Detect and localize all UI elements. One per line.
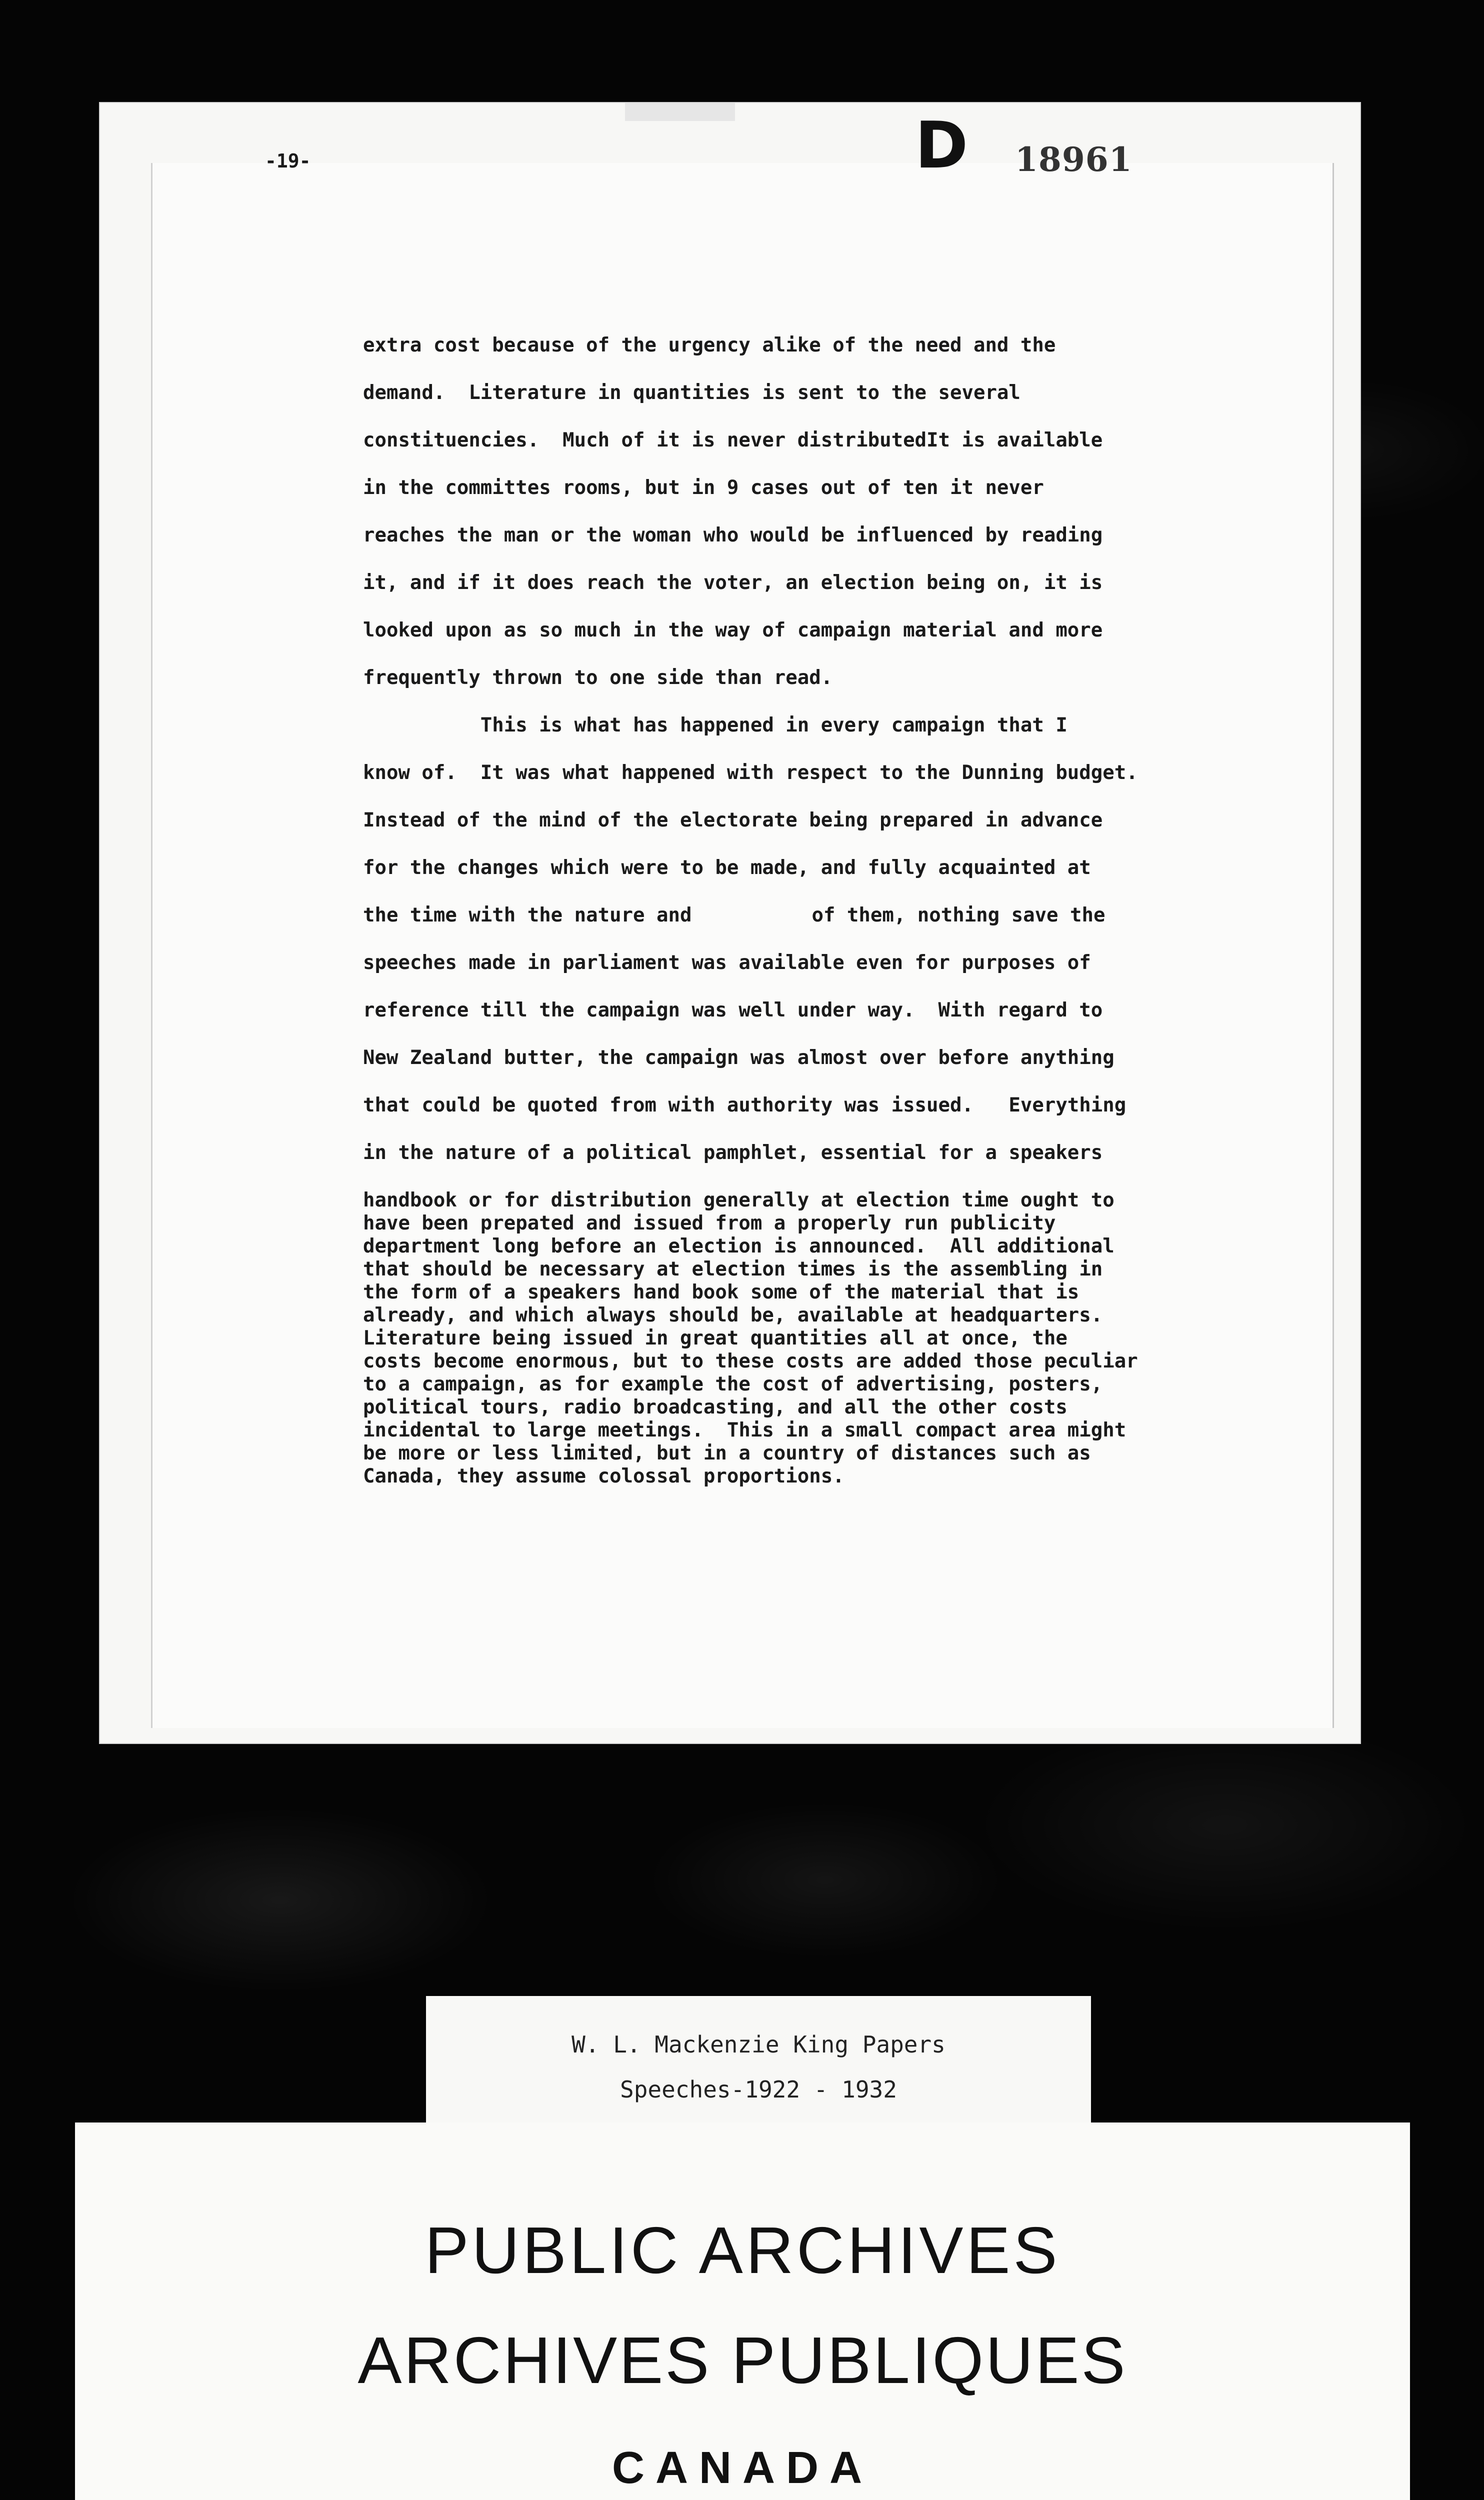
stamp-letter: D [915,108,968,183]
text-line: political tours, radio broadcasting, and all the other costs [363,1396,1068,1418]
text-line: Canada, they assume colossal proportions. [363,1465,844,1488]
stamp-number: 18961 [1015,140,1132,179]
collection-series: Speeches-1922 - 1932 [620,2076,897,2103]
text-line-with-gap [363,904,1105,926]
archives-title-fr: ARCHIVES PUBLIQUES [358,2324,1128,2397]
text-line: This is what has happened in every campaign that I [363,714,1068,736]
text-line: incidental to large meetings. This in a small compact area might [363,1419,1126,1442]
text-fragment: of them, nothing save the [812,904,1106,926]
text-line: that could be quoted from with authority was issued. Everything [363,1094,1126,1116]
text-line: in the committes rooms, but in 9 cases out of ten it never [363,476,1044,499]
text-line: Literature being issued in great quantities all at once, the [363,1327,1068,1350]
collection-label [426,1996,1091,2138]
text-line: to a campaign, as for example the cost of advertising, posters, [363,1373,1103,1396]
text-line: know of. It was what happened with respect to the Dunning budget. [363,762,1138,784]
sheet-tab [625,103,735,121]
text-line: have been prepated and issued from a properly run publicity [363,1212,1056,1234]
text-line: already, and which always should be, available at headquarters. [363,1304,1103,1326]
text-line: constituencies. Much of it is never distributedIt is available [363,429,1103,452]
text-line: speeches made in parliament was available even for purposes of [363,952,1091,974]
text-line: be more or less limited, but in a country of distances such as [363,1442,1091,1464]
text-line: Instead of the mind of the electorate being prepared in advance [363,809,1103,832]
text-line: looked upon as so much in the way of campaign material and more [363,619,1103,642]
text-line: demand. Literature in quantities is sent to the several [363,382,1020,404]
text-line: New Zealand butter, the campaign was almost over before anything [363,1046,1114,1069]
text-line: that should be necessary at election times is the assembling in [363,1258,1103,1280]
text-line: handbook or for distribution generally at election time ought to [363,1189,1114,1212]
text-line: department long before an election is announced. All additional [363,1235,1114,1258]
page-number: -19- [265,150,311,172]
text-line: reference till the campaign was well under way. With regard to [363,999,1103,1022]
text-line: reaches the man or the woman who would be influenced by reading [363,524,1103,546]
archives-country: CANADA [612,2443,873,2493]
collection-title: W. L. Mackenzie King Papers [572,2031,946,2058]
text-line: extra cost because of the urgency alike of the need and the [363,334,1056,356]
text-line: in the nature of a political pamphlet, essential for a speakers [363,1142,1103,1164]
text-line: the form of a speakers hand book some of the material that is [363,1281,1080,1304]
archives-title-en: PUBLIC ARCHIVES [424,2214,1060,2287]
text-fragment: the time with the nature and [363,904,692,926]
text-line: for the changes which were to be made, and fully acquainted at [363,856,1091,879]
text-line: costs become enormous, but to these costs are added those peculiar [363,1350,1138,1372]
archives-card [75,2122,1410,2500]
text-line: it, and if it does reach the voter, an election being on, it is [363,572,1103,594]
text-line: frequently thrown to one side than read. [363,666,833,689]
